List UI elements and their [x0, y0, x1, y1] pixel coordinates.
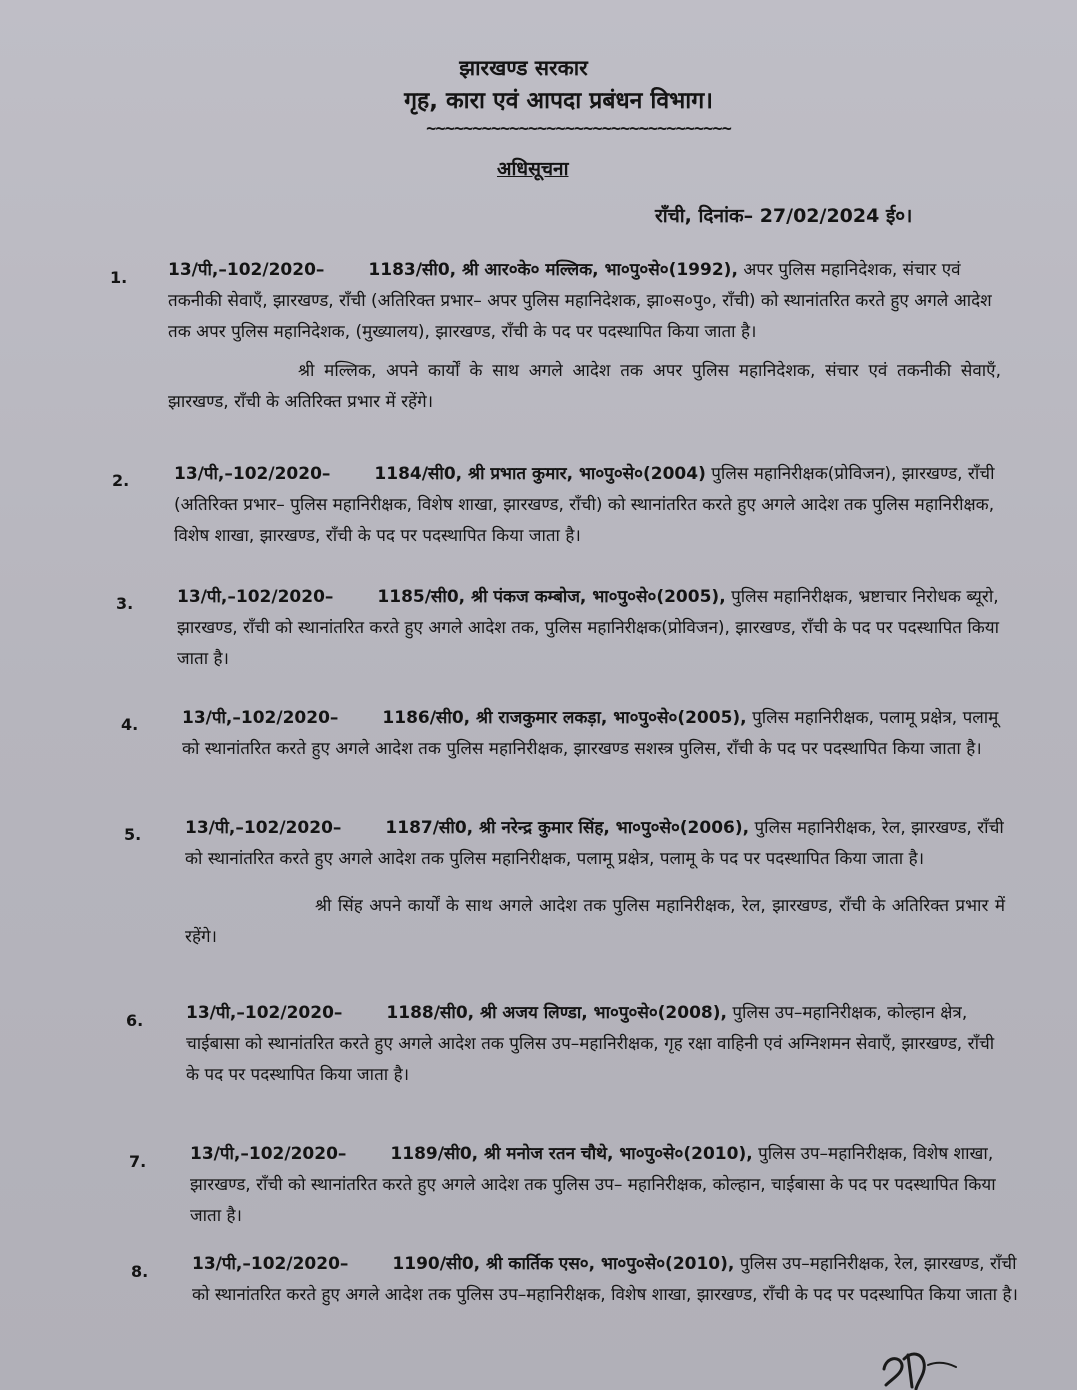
item-number: 3. [116, 594, 134, 613]
handwritten-signature [878, 1345, 958, 1390]
item-text: पुलिस महानिरीक्षक, भ्रष्टाचार निरोधक ब्यूरो, झारखण्ड, राँची को स्थानांतरित करते हुए अगले आदेश तक, पुलिस महानिरीक्षक(प्रोविजन), झारखण्ड, राँची के पद पर पदस्थापित किया जाता है। [177, 587, 1000, 669]
item-order: 1185/सी0, श्री पंकज कम्बोज, भा०पु०से०(2005), [377, 587, 726, 607]
list-item [174, 459, 1004, 552]
item-number: 5. [124, 825, 142, 844]
item-text: पुलिस उप–महानिरीक्षक, विशेष शाखा, झारखण्ड, राँची को स्थानांतरित करते हुए अगले आदेश तक पुलिस उप– महानिरीक्षक, कोल्हान, चाईबासा के पद पर पदस्थापित किया जाता है। [190, 1144, 996, 1226]
item-text: पुलिस उप–महानिरीक्षक, कोल्हान क्षेत्र, चाईबासा को स्थानांतरित करते हुए अगले आदेश तक पुलिस उप–महानिरीक्षक, गृह रक्षा वाहिनी एवं अग्निशमन सेवाएँ, झारखण्ड, राँची के पद पर पदस्थापित किया जाता है। [186, 1003, 995, 1085]
item-order: 1189/सी0, श्री मनोज रतन चौथे, भा०पु०से०(2010), [390, 1144, 753, 1164]
item-ref: 13/पी,–102/2020– [177, 587, 334, 607]
item-ref: 13/पी,–102/2020– [185, 818, 342, 838]
item-ref: 13/पी,–102/2020– [190, 1144, 347, 1164]
item-text: अपर पुलिस महानिदेशक, संचार एवं तकनीकी सेवाएँ, झारखण्ड, राँची (अतिरिक्त प्रभार– अपर पुलिस महानिदेशक, झा०स०पु०, राँची) को स्थानांतरित करते हुए अगले आदेश तक अपर पुलिस महानिदेशक, (मुख्यालय), झारखण्ड, राँची के पद पर पदस्थापित किया जाता है। [168, 260, 992, 342]
list-item [182, 703, 1004, 765]
item-text: पुलिस उप–महानिरीक्षक, रेल, झारखण्ड, राँची को स्थानांतरित करते हुए अगले आदेश तक पुलिस उप–महानिरीक्षक, विशेष शाखा, झारखण्ड, राँची के पद पर पदस्थापित किया जाता है। [192, 1254, 1018, 1305]
item-order: 1190/सी0, श्री कार्तिक एस०, भा०पु०से०(2010), [392, 1254, 735, 1274]
item-number: 2. [112, 471, 130, 490]
item-ref: 13/पी,–102/2020– [192, 1254, 349, 1274]
list-item [190, 1139, 1014, 1232]
item-order: 1186/सी0, श्री राजकुमार लकड़ा, भा०पु०से०(2005), [382, 708, 747, 728]
item-text: पुलिस महानिरीक्षक(प्रोविजन), झारखण्ड, राँची (अतिरिक्त प्रभार– पुलिस महानिरीक्षक, विशेष शाखा, झारखण्ड, राँची) को स्थानांतरित करते हुए अगले आदेश तक पुलिस महानिरीक्षक, विशेष शाखा, झारखण्ड, राँची के पद पर पदस्थापित किया जाता है। [174, 464, 995, 546]
list-item [177, 582, 1003, 675]
item-order: 1188/सी0, श्री अजय लिण्डा, भा०पु०से०(2008), [386, 1003, 727, 1023]
item-number: 1. [110, 268, 128, 287]
list-item [186, 998, 1008, 1091]
list-item [192, 1249, 1018, 1311]
item-note: श्री मल्लिक, अपने कार्यों के साथ अगले आदेश तक अपर पुलिस महानिदेशक, संचार एवं तकनीकी सेवाएँ, झारखण्ड, राँची के अतिरिक्त प्रभार में रहेंगे। [168, 361, 1001, 412]
item-text: पुलिस महानिरीक्षक, पलामू प्रक्षेत्र, पलामू को स्थानांतरित करते हुए अगले आदेश तक पुलिस महानिरीक्षक, झारखण्ड सशस्त्र पुलिस, राँची के पद पर पदस्थापित किया जाता है। [182, 708, 999, 759]
date-line: राँची, दिनांक– 27/02/2024 ई०। [655, 205, 913, 227]
item-ref: 13/पी,–102/2020– [174, 464, 331, 484]
item-order: 1184/सी0, श्री प्रभात कुमार, भा०पु०से०(2004) [374, 464, 706, 484]
item-ref: 13/पी,–102/2020– [186, 1003, 343, 1023]
item-order: 1183/सी0, श्री आर०के० मल्लिक, भा०पु०से०(1992), [368, 260, 738, 280]
item-number: 4. [121, 715, 139, 734]
list-item [185, 813, 1005, 953]
item-number: 8. [131, 1262, 149, 1281]
item-number: 6. [126, 1011, 144, 1030]
item-order: 1187/सी0, श्री नरेन्द्र कुमार सिंह, भा०पु०से०(2006), [385, 818, 750, 838]
item-note: श्री सिंह अपने कार्यों के साथ अगले आदेश तक पुलिस महानिरीक्षक, रेल, झारखण्ड, राँची के अतिरिक्त प्रभार में रहेंगे। [185, 896, 1005, 947]
item-number: 7. [129, 1152, 147, 1171]
header-separator: ~~~~~~~~~~~~~~~~~~~~~~~~~~~~~~~~~ [426, 119, 731, 139]
item-ref: 13/पी,–102/2020– [168, 260, 325, 280]
item-ref: 13/पी,–102/2020– [182, 708, 339, 728]
department-name: गृह, कारा एवं आपदा प्रबंधन विभाग। [404, 88, 713, 114]
list-item [168, 255, 1001, 418]
notification-title: अधिसूचना [497, 158, 569, 180]
government-name: झारखण्ड सरकार [459, 56, 588, 80]
item-text: पुलिस महानिरीक्षक, रेल, झारखण्ड, राँची को स्थानांतरित करते हुए अगले आदेश तक पुलिस महानिरीक्षक, पलामू प्रक्षेत्र, पलामू के पद पर पदस्थापित किया जाता है। [185, 818, 1004, 869]
document-header [0, 52, 1077, 140]
